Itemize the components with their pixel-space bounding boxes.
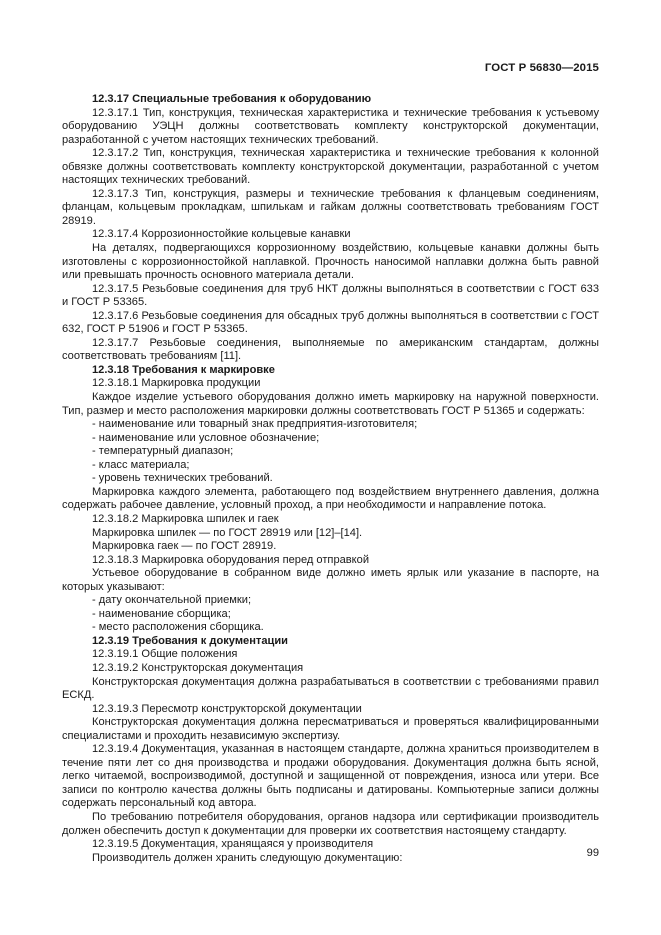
paragraph: 12.3.18.3 Маркировка оборудования перед отправкой [92, 553, 370, 566]
paragraph: 12.3.17.3 Тип, конструкция, размеры и технические требования к фланцевым соединениям, фланцам, кольцевым прокладкам, шпилькам и гайкам должны соответствовать требованиям ГОСТ 28919. [62, 187, 599, 227]
section-heading: 12.3.17 Специальные требования к оборудованию [92, 93, 372, 105]
paragraph: Конструкторская документация должна разрабатываться в соответствии с требованиями правил ЕСКД. [62, 675, 599, 702]
list-item: - наименование сборщика; [92, 607, 231, 620]
paragraph: 12.3.18.1 Маркировка продукции [92, 377, 261, 390]
paragraph: Маркировка гаек — по ГОСТ 28919. [92, 540, 277, 553]
paragraph: Каждое изделие устьевого оборудования должно иметь маркировку на наружной поверхности. Тип, размер и место расположения маркировки должны соответствовать ГОСТ Р 51365 и содержать: [62, 391, 599, 417]
section-heading: 12.3.19 Требования к документации [92, 634, 288, 647]
standard-header: ГОСТ Р 56830—2015 [484, 62, 599, 74]
list-item: - наименование или товарный знак предприятия-изготовителя; [92, 418, 418, 431]
paragraph: 12.3.19.3 Пересмотр конструкторской документации [92, 702, 362, 715]
page-number: 99 [586, 847, 599, 859]
paragraph: Маркировка каждого элемента, работающего под воздействием внутреннего давления, должна содержать рабочее давление, условный проход, а при необходимости и направление потока. [62, 485, 599, 512]
paragraph: По требованию потребителя оборудования, органов надзора или сертификации производитель должен обеспечить доступ к документации для проверки их соответствия настоящему стандарту. [62, 810, 599, 837]
paragraph: 12.3.17.1 Тип, конструкция, техническая характеристика и технические требования к устьевому оборудованию УЭЦН должны соответствовать комплекту конструкторской документации, разработанной с учетом настоящих технических требований. [62, 106, 599, 146]
paragraph: 12.3.19.5 Документация, хранящаяся у производителя [92, 838, 374, 851]
paragraph: Маркировка шпилек — по ГОСТ 28919 или [12]–[14]. [92, 526, 363, 539]
paragraph: Устьевое оборудование в собранном виде должно иметь ярлык или указание в паспорте, на которых указывают: [62, 567, 599, 593]
list-item: - уровень технических требований. [92, 472, 273, 485]
paragraph: Конструкторская документация должна пересматриваться и проверяться квалифицированными специалистами и проходить независимую экспертизу. [62, 716, 599, 742]
paragraph: На деталях, подвергающихся коррозионному воздействию, кольцевые канавки должны быть изготовлены с коррозионностойкой наплавкой. Прочность наносимой наплавки должна быть равной или превышать прочность основного материала детали. [62, 242, 599, 282]
paragraph: 12.3.17.7 Резьбовые соединения, выполняемые по американским стандартам, должны соответствовать требованиям [11]. [62, 336, 599, 363]
list-item: - дату окончательной приемки; [92, 594, 252, 607]
paragraph: 12.3.18.2 Маркировка шпилек и гаек [92, 512, 279, 525]
paragraph: 12.3.17.6 Резьбовые соединения для обсадных труб должны выполняться в соответствии с ГОСТ 632, ГОСТ Р 51906 и ГОСТ Р 53365. [62, 309, 599, 336]
list-item: - наименование или условное обозначение; [92, 431, 320, 444]
paragraph: 12.3.17.4 Коррозионностойкие кольцевые канавки [92, 228, 351, 241]
list-item: - место расположения сборщика. [92, 621, 264, 634]
paragraph: Производитель должен хранить следующую документацию: [92, 851, 403, 864]
paragraph: 12.3.19.2 Конструкторская документация [92, 661, 304, 674]
list-item: - класс материала; [92, 458, 190, 471]
paragraph: 12.3.17.2 Тип, конструкция, техническая характеристика и технические требования к колонной обвязке должны соответствовать комплекту конструкторской документации, разработанной с учетом настоящих технических требований. [62, 147, 599, 187]
paragraph: 12.3.19.4 Документация, указанная в настоящем стандарте, должна храниться производителем в течение пяти лет со дня производства и продажи оборудования. Документация должна быть ясной, легко читаемой, воспроизводимой, доступной и защищенной от повреждения, износа или утери. Все записи по контролю качества должны быть подписаны и датированы. Компьютерные записи должны содержать персональный код автора. [62, 743, 599, 810]
paragraph: 12.3.19.1 Общие положения [92, 648, 238, 661]
list-item: - температурный диапазон; [92, 445, 234, 458]
paragraph: 12.3.17.5 Резьбовые соединения для труб НКТ должны выполняться в соответствии с ГОСТ 633 и ГОСТ Р 53365. [62, 282, 599, 309]
document-body [62, 93, 599, 865]
section-heading: 12.3.18 Требования к маркировке [92, 363, 275, 376]
